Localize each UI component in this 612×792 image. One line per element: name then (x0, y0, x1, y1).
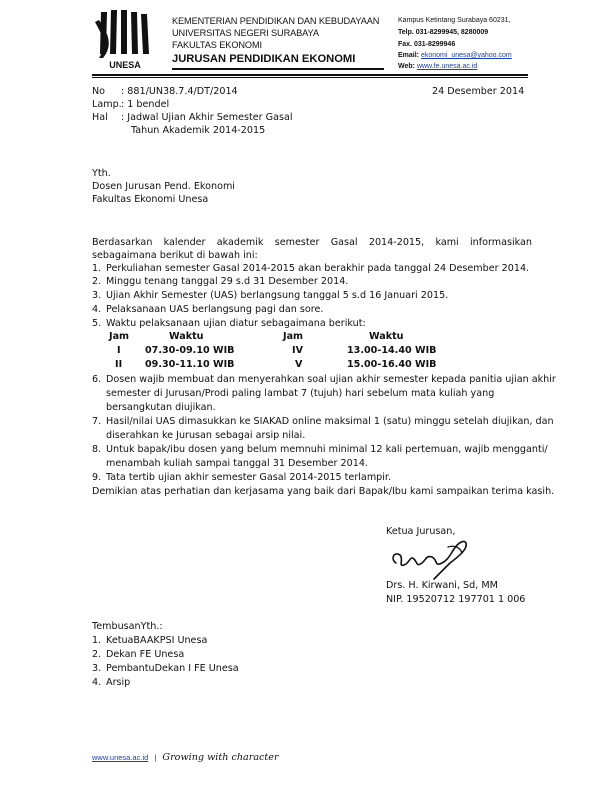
addressee-line-1: Yth. (92, 168, 111, 179)
footer-slogan: Growing with character (162, 752, 279, 763)
email-link[interactable]: ekonomi_unesa@yahoo.com (420, 52, 512, 59)
unesa-logo (93, 10, 157, 72)
item-number: 7. (92, 416, 102, 427)
schedule-cell: IV (292, 345, 303, 356)
schedule-cell: 07.30-09.10 WIB (145, 345, 235, 356)
item-number: 4. (92, 304, 102, 315)
letter-date: 24 Desember 2014 (432, 86, 525, 97)
lamp-value: : 1 bendel (121, 99, 170, 110)
letterhead-rule-thin (92, 77, 528, 78)
item-number: 6. (92, 374, 102, 385)
item-number: 5. (92, 318, 102, 329)
item-number: 2. (92, 276, 102, 287)
cc-item: Dekan FE Unesa (106, 649, 185, 660)
item-text: Minggu tenang tanggal 29 s.d 31 Desember 2014. (106, 276, 349, 287)
item-text-line: menambah kuliah sampai tanggal 31 Desember 2014. (106, 458, 368, 469)
department-underline (172, 68, 384, 70)
address: Kampus Ketintang Surabaya 60231, (398, 17, 511, 24)
web-label: Web: (398, 63, 415, 70)
item-number: 3. (92, 290, 102, 301)
schedule-cell: 15.00-16.40 WIB (347, 359, 437, 370)
cc-item: PembantuDekan I FE Unesa (106, 663, 239, 674)
schedule-header-jam-1: Jam (109, 331, 130, 342)
cc-number: 2. (92, 649, 102, 660)
cc-number: 4. (92, 677, 102, 688)
cc-number: 1. (92, 635, 102, 646)
fax: Fax. 031-8299946 (398, 41, 456, 48)
web-line (398, 63, 477, 70)
cc-item: KetuaBAAKPSI Unesa (106, 635, 208, 646)
lamp-label: Lamp. (92, 99, 122, 110)
letterhead-rule (92, 74, 528, 76)
schedule-header-jam-2: Jam (283, 331, 304, 342)
department-name: JURUSAN PENDIDIKAN EKONOMI (172, 53, 356, 65)
addressee-line-3: Fakultas Ekonomi Unesa (92, 194, 209, 205)
footer-separator: | (154, 753, 157, 762)
no-label: No (92, 86, 106, 97)
institution-line-1: KEMENTERIAN PENDIDIKAN DAN KEBUDAYAAN (172, 16, 380, 26)
intro-paragraph: Berdasarkan kalender akademik semester Gasal 2014-2015, kami informasikan sebagaimana berikut di bawah ini: (92, 237, 532, 261)
institution-line-2: UNIVERSITAS NEGERI SURABAYA (172, 28, 319, 38)
schedule-cell: 13.00-14.40 WIB (347, 345, 437, 356)
footer-site-link[interactable]: www.unesa.ac.id (92, 753, 149, 762)
item-text-line: Untuk bapak/ibu dosen yang belum memnuhi minimal 12 kali pertemuan, wajib mengganti/ (106, 444, 548, 455)
logo-text: UNESA (109, 60, 141, 70)
schedule-cell: II (115, 359, 123, 370)
item-text-line: bersangkutan diujikan. (106, 402, 216, 413)
footer (92, 752, 279, 763)
schedule-cell: 09.30-11.10 WIB (145, 359, 235, 370)
item-text-line: semester di Jurusan/Prodi paling lambat 7 (tujuh) hari sebelum mata kuliah yang (106, 388, 495, 399)
handwritten-signature (388, 533, 478, 581)
email-label: Email: (398, 52, 420, 59)
signatory-nip: NIP. 19520712 197701 1 006 (386, 594, 526, 605)
hal-value-2: Tahun Akademik 2014-2015 (131, 125, 266, 136)
item-number: 8. (92, 444, 102, 455)
signature-role: Ketua Jurusan, (386, 526, 456, 537)
cc-title: TembusanYth.: (92, 621, 163, 632)
phone: Telp. 031-8299945, 8280009 (398, 29, 489, 36)
cc-number: 3. (92, 663, 102, 674)
item-text-line: diserahkan ke Jurusan sebagai arsip nilai. (106, 430, 306, 441)
email-line (398, 52, 512, 59)
cc-item: Arsip (106, 677, 131, 688)
schedule-header-waktu-2: Waktu (369, 331, 404, 342)
item-text-line: Tata tertib ujian akhir semester Gasal 2014-2015 terlampir. (106, 472, 392, 483)
item-text-line: Dosen wajib membuat dan menyerahkan soal ujian akhir semester kepada panitia ujian akhir (106, 374, 556, 385)
closing-paragraph: Demikian atas perhatian dan kerjasama yang baik dari Bapak/Ibu kami sampaikan terima kasih. (92, 486, 555, 497)
item-text: Perkuliahan semester Gasal 2014-2015 akan berakhir pada tanggal 24 Desember 2014. (106, 263, 530, 274)
item-text: Waktu pelaksanaan ujian diatur sebagaimana berikut: (106, 318, 366, 329)
schedule-cell: I (117, 345, 121, 356)
item-text: Pelaksanaan UAS berlangsung pagi dan sore. (106, 304, 324, 315)
item-text: Ujian Akhir Semester (UAS) berlangsung tanggal 5 s.d 16 Januari 2015. (106, 290, 449, 301)
institution-line-3: FAKULTAS EKONOMI (172, 40, 262, 50)
hal-label: Hal (92, 112, 108, 123)
item-text-line: Hasil/nilai UAS dimasukkan ke SIAKAD online maksimal 1 (satu) minggu setelah diujikan, dan (106, 416, 554, 427)
hal-value-1: : Jadwal Ujian Akhir Semester Gasal (121, 112, 293, 123)
web-link[interactable]: www.fe.unesa.ac.id (416, 63, 478, 70)
schedule-cell: V (295, 359, 303, 370)
item-number: 9. (92, 472, 102, 483)
no-value: : 881/UN38.7.4/DT/2014 (121, 86, 238, 97)
schedule-header-waktu-1: Waktu (169, 331, 204, 342)
item-number: 1. (92, 263, 102, 274)
signatory-name: Drs. H. Kirwani, Sd, MM (386, 580, 498, 591)
addressee-line-2: Dosen Jurusan Pend. Ekonomi (92, 181, 235, 192)
